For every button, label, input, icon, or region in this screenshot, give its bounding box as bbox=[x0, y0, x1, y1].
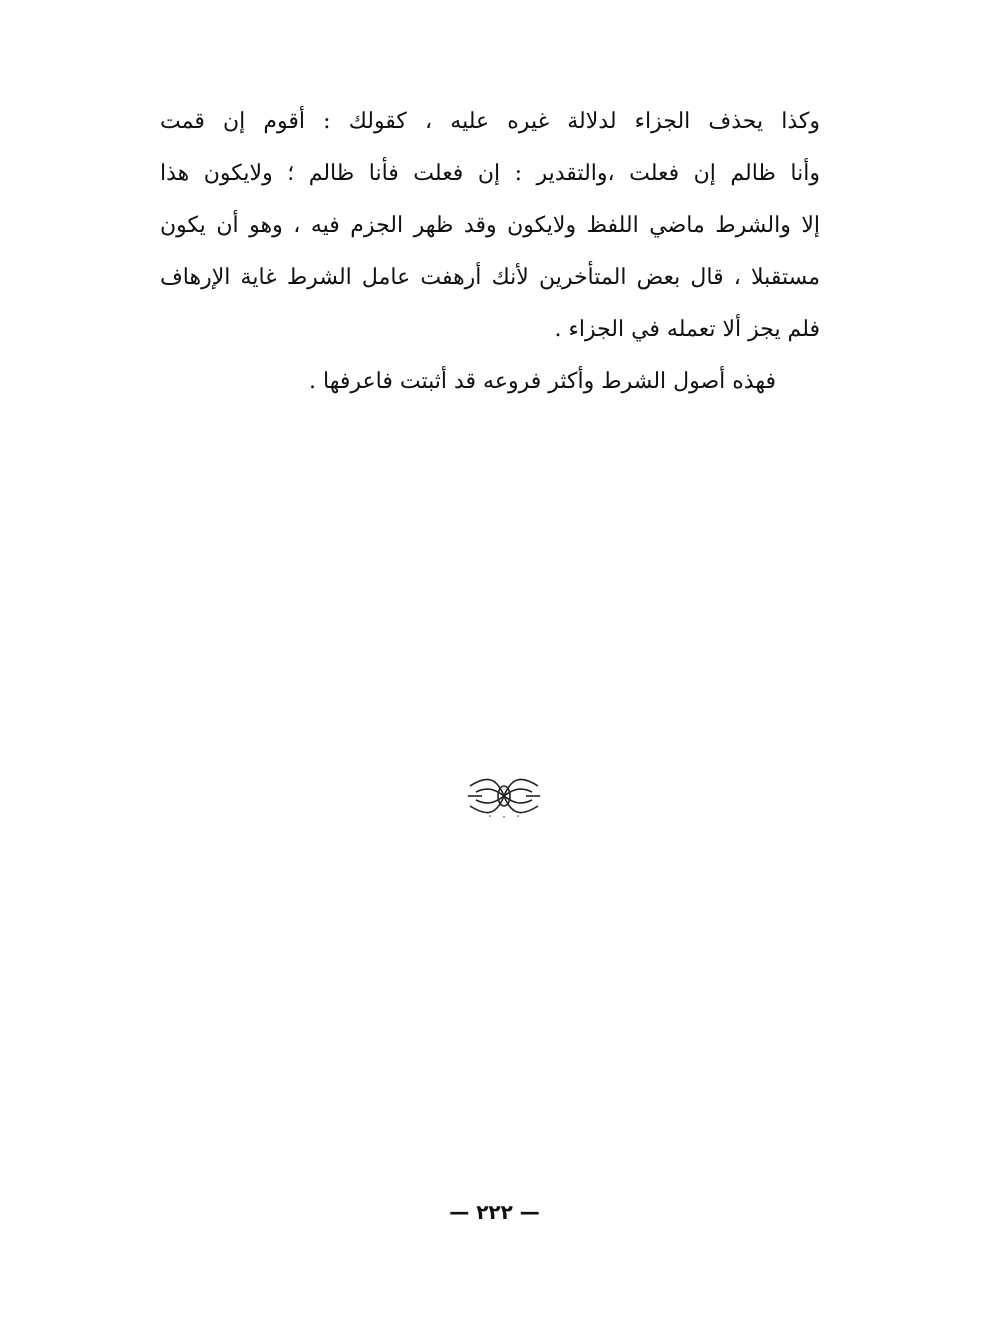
body-text bbox=[160, 96, 820, 408]
paragraph-1-line-4: مستقبلا ، قال بعض المتأخرين لأنك أرهفت عامل الشرط غاية الإرهاف bbox=[160, 265, 820, 290]
paragraph-1-line-1: وكذا يحذف الجزاء لدلالة غيره عليه ، كقولك : أقوم إن قمت bbox=[160, 109, 820, 134]
paragraph-1-line-3: إلا والشرط ماضي اللفظ ولايكون وقد ظهر الجزم فيه ، وهو أن يكون bbox=[160, 213, 820, 238]
ornament-divider-icon bbox=[466, 772, 542, 820]
page-number: — ٢٢٢ — bbox=[449, 1200, 540, 1224]
paragraph-1 bbox=[160, 96, 820, 356]
paragraph-1-line-5: فلم يجز ألا تعمله في الجزاء . bbox=[554, 317, 820, 342]
paragraph-1-line-2: وأنا ظالم إن فعلت ،والتقدير : إن فعلت فأنا ظالم ؛ ولايكون هذا bbox=[160, 161, 820, 186]
paragraph-2: فهذه أصول الشرط وأكثر فروعه قد أثبتت فاعرفها . bbox=[309, 369, 776, 394]
